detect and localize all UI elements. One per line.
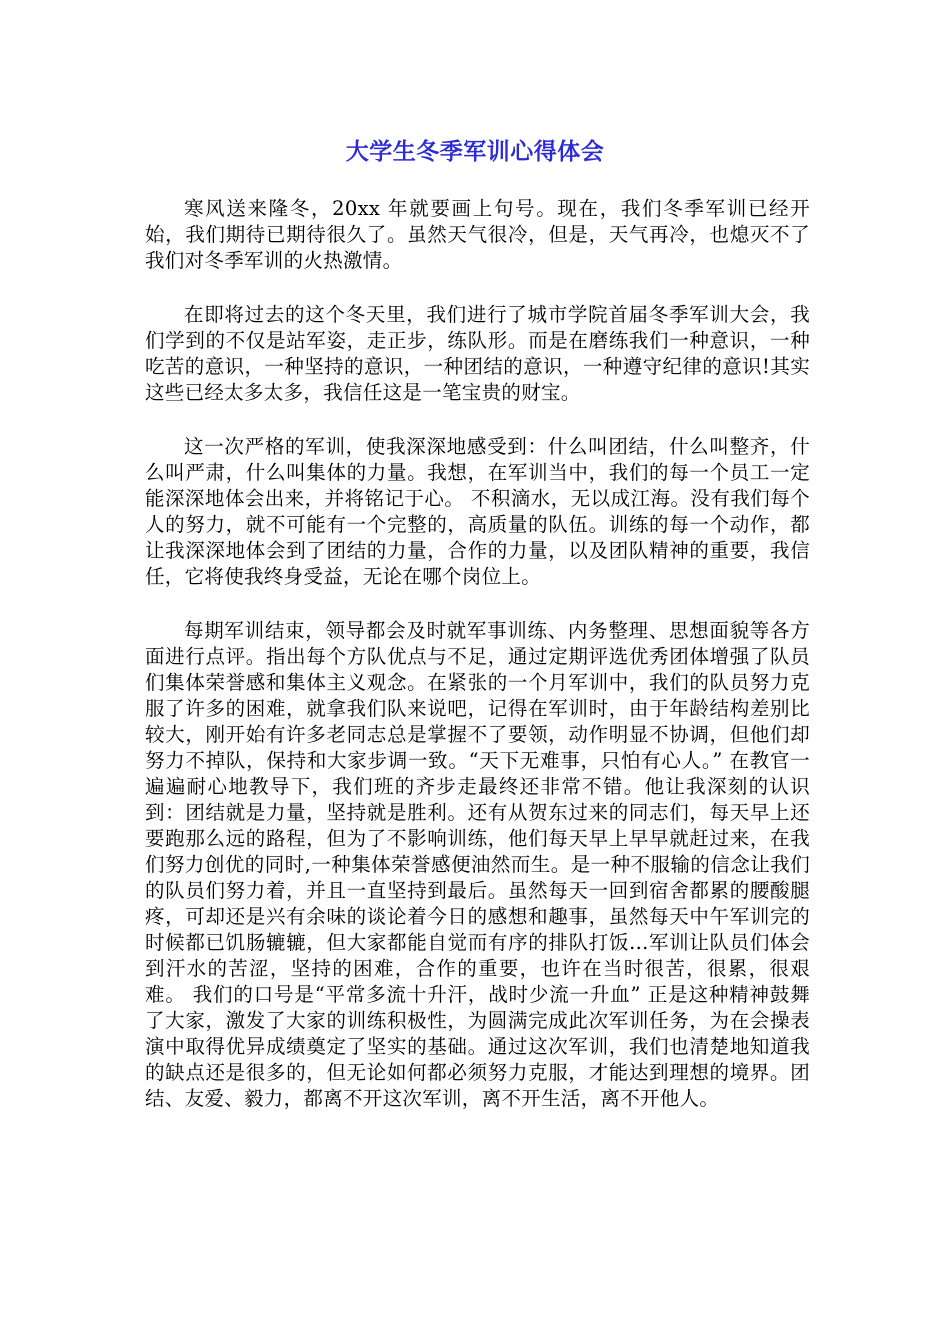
paragraph-2: 在即将过去的这个冬天里，我们进行了城市学院首届冬季军训大会，我们学到的不仅是站军姿，走正步，练队形。而是在磨练我们一种意识，一种吃苦的意识，一种坚持的意识，一种团结的意识，一种遵守纪律的意识!其实这些已经太多太多，我信任这是一笔宝贵的财宝。 — [145, 303, 810, 404]
document-body — [145, 196, 810, 1140]
paragraph-3: 这一次严格的军训，使我深深地感受到：什么叫团结，什么叫整齐，什么叫严肃，什么叫集体的力量。我想，在军训当中，我们的每一个员工一定能深深地体会出来，并将铭记于心。 不积滴水，无以成江海。没有我们每个人的努力，就不可能有一个完整的，高质量的队伍。训练的每一个动作，都让我深深地体会到了团结的力量，合作的力量，以及团队精神的重要，我信任，它将使我终身受益，无论在哪个岗位上。 — [145, 435, 810, 588]
document-title: 大学生冬季军训心得体会 — [345, 139, 605, 165]
paragraph-1: 寒风送来隆冬，20xx 年就要画上句号。现在，我们冬季军训已经开始，我们期待已期待很久了。虽然天气很冷，但是，天气再冷，也熄灭不了我们对冬季军训的火热激情。 — [145, 197, 810, 272]
paragraph-4: 每期军训结束，领导都会及时就军事训练、内务整理、思想面貌等各方面进行点评。指出每个方队优点与不足，通过定期评选优秀团体增强了队员们集体荣誉感和集体主义观念。在紧张的一个月军训中，我们的队员努力克服了许多的困难，就拿我们队来说吧，记得在军训时，由于年龄结构差别比较大，刚开始有许多老同志总是掌握不了要领，动作明显不协调，但他们却努力不掉队，保持和大家步调一致。“天下无难事，只怕有心人。” 在教官一遍遍耐心地教导下，我们班的齐步走最终还非常不错。他让我深刻的认识到：团结就是力量，坚持就是胜利。还有从贺东过来的同志们，每天早上还要跑那么远的路程，但为了不影响训练，他们每天早上早早就赶过来，在我们努力创优的同时,一种集体荣誉感便油然而生。是一种不服输的信念让我们的队员们努力着，并且一直坚持到最后。虽然每天一回到宿舍都累的腰酸腿疼，可却还是兴有余味的谈论着今日的感想和趣事，虽然每天中午军训完的时候都已饥肠辘辘，但大家都能自觉而有序的排队打饭...军训让队员们体会到汗水的苦涩，坚持的困难，合作的重要，也许在当时很苦，很累，很艰难。 我们的口号是“平常多流十升汗，战时少流一升血” 正是这种精神鼓舞了大家，激发了大家的训练积极性，为圆满完成此次军训任务，为在会操表演中取得优异成绩奠定了坚实的基础。通过这次军训，我们也清楚地知道我的缺点还是很多的，但无论如何都必须努力克服，才能达到理想的境界。团结、友爱、毅力，都离不开这次军训，离不开生活，离不开他人。 — [145, 619, 810, 1110]
